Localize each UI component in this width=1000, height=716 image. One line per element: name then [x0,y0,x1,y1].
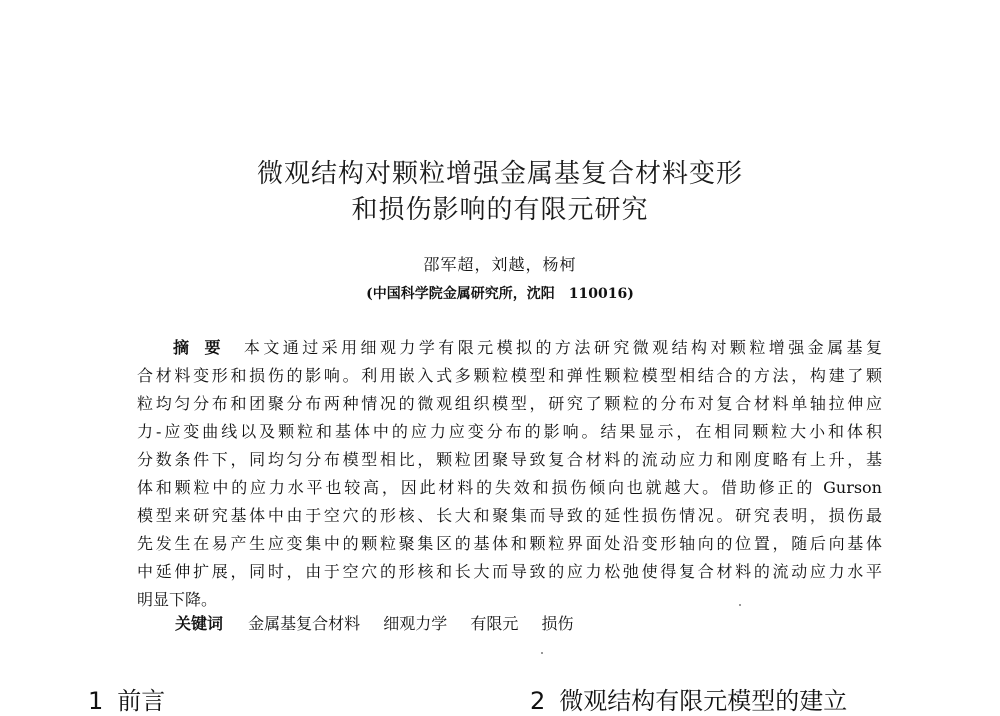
keyword: 细观力学 [383,614,448,633]
paper-title-line-2: 和损伤影响的有限元研究 [351,195,649,225]
section-heading-model [530,686,847,716]
abstract-text: 本文通过采用细观力学有限元模拟的方法研究微观结构对颗粒增强金属基复 [243,338,882,357]
keyword: 损伤 [541,614,574,633]
abstract-line: 合材料变形和损伤的影响。利用嵌入式多颗粒模型和弹性颗粒模型相结合的方法，构建了颗 [137,366,882,385]
paper-title-line-1: 微观结构对颗粒增强金属基复合材料变形 [256,159,743,189]
abstract-line: 中延伸扩展，同时，由于空穴的形核和长大而导致的应力松弛使得复合材料的流动应力水平 [137,562,882,581]
keyword: 金属基复合材料 [248,614,361,633]
affiliation: (中国科学院金属研究所，沈阳 110016) [366,286,634,302]
author-list: 邵军超，刘越，杨柯 [423,255,577,274]
scan-speck [739,604,741,606]
abstract-line: 模型来研究基体中由于空穴的形核、长大和聚集而导致的延性损伤情况。研究表明，损伤最 [137,506,882,525]
abstract-line: 体和颗粒中的应力水平也较高，因此材料的失效和损伤倾向也就越大。借助修正的 Gurson [137,478,882,497]
section-title: 微观结构有限元模型的建立 [559,687,848,715]
abstract-label: 摘要 [173,338,236,357]
abstract-line [137,337,882,359]
section-number: 2 [530,687,546,715]
section-heading-introduction [88,686,165,716]
abstract-line: 分数条件下，同均匀分布模型相比，颗粒团聚导致复合材料的流动应力和刚度略有上升，基 [137,450,882,469]
abstract-line: 力-应变曲线以及颗粒和基体中的应力应变分布的影响。结果显示，在相同颗粒大小和体积 [137,422,882,441]
abstract-line: 明显下降。 [137,590,218,609]
scan-speck [541,652,543,654]
section-number: 1 [88,687,104,715]
keywords-label: 关键词 [175,614,224,633]
section-title: 前言 [117,687,166,715]
abstract-line: 粒均匀分布和团聚分布两种情况的微观组织模型，研究了颗粒的分布对复合材料单轴拉伸应 [137,394,882,413]
abstract-line: 先发生在易产生应变集中的颗粒聚集区的基体和颗粒界面处沿变形轴向的位置，随后向基体 [137,534,882,553]
keyword: 有限元 [470,614,519,633]
keywords [175,613,591,635]
